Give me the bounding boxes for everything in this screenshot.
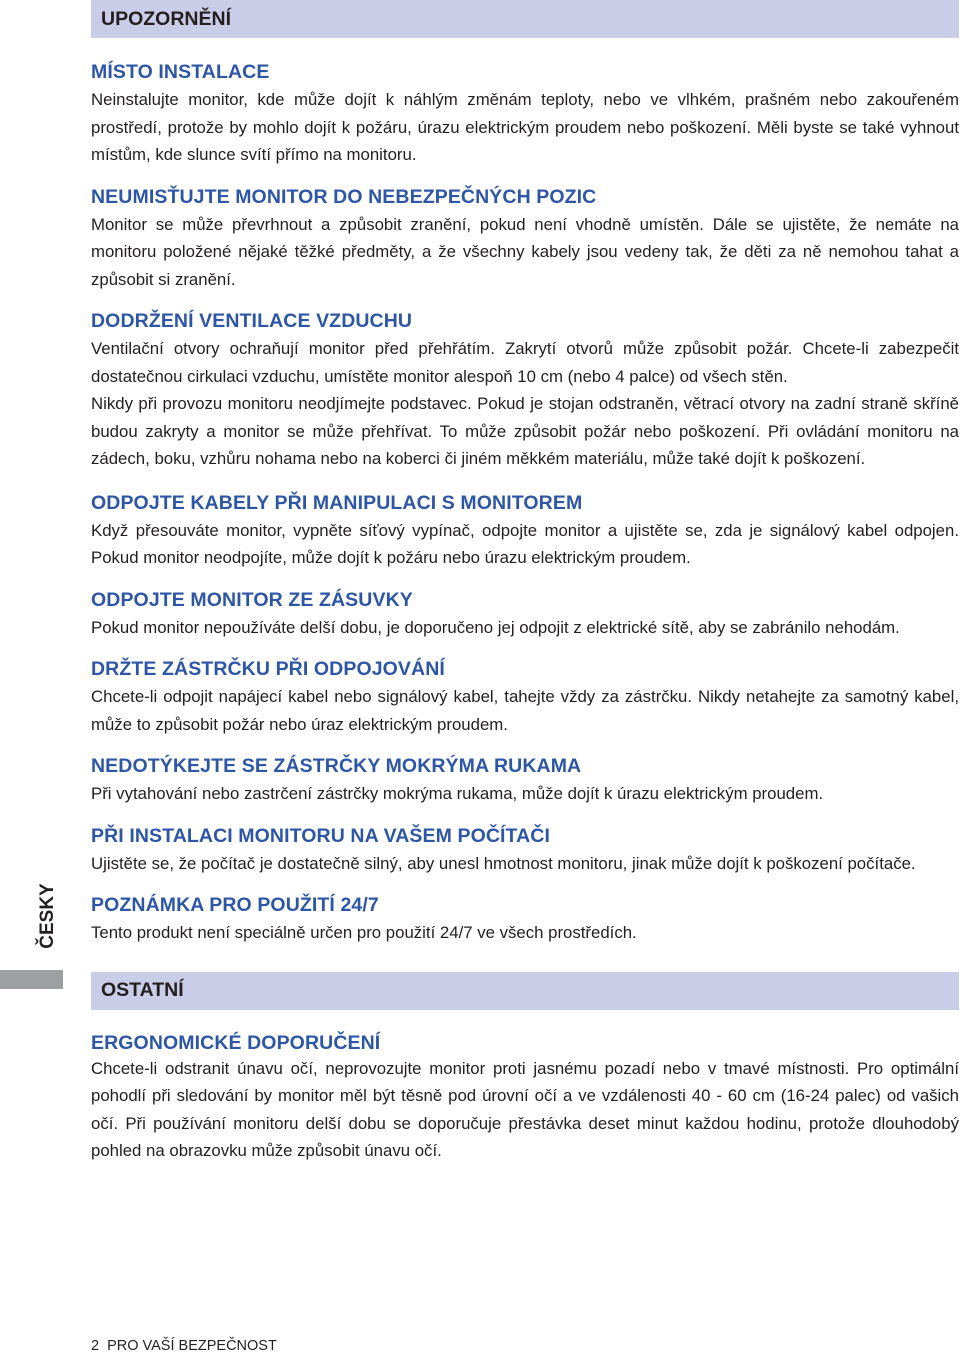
block-heading: PŘI INSTALACI MONITORU NA VAŠEM POČÍTAČI — [91, 824, 551, 847]
block-paragraph: Ujistěte se, že počítač je dostatečně silný, aby unesl hmotnost monitoru, jinak může dojít k poškození počítače. — [91, 853, 916, 873]
page-footer — [91, 1338, 277, 1354]
block-paragraph: Chcete-li odpojit napájecí kabel nebo signálový kabel, tahejte vždy za zástrčku. Nikdy netahejte za samotný kabel, může to způsobit požár nebo úraz elektrickým proudem. — [91, 687, 959, 734]
block-paragraph: Když přesouváte monitor, vypněte síťový vypínač, odpojte monitor a ujistěte se, zda je signálový kabel odpojen. Pokud monitor neodpojíte, může dojít k požáru nebo úrazu elektrickým proudem. — [91, 520, 959, 567]
warning-block-unplug-monitor — [91, 587, 959, 642]
section-header-warnings — [91, 0, 959, 38]
block-paragraph: Monitor se může převrhnout a způsobit zranění, pokud není vhodně umístěn. Dále se ujistěte, že nemáte na monitoru položené nějaké těžké předměty, a že všechny kabely jsou vedeny tak, že děti za ně nemohou tahat a způsobit si zranění. — [91, 214, 959, 289]
language-label: ČESKY — [37, 883, 58, 949]
warning-block-hold-plug — [91, 656, 959, 738]
block-heading: NEUMISŤUJTE MONITOR DO NEBEZPEČNÝCH POZIC — [91, 185, 597, 208]
block-heading: DRŽTE ZÁSTRČKU PŘI ODPOJOVÁNÍ — [91, 658, 445, 680]
block-heading: ERGONOMICKÉ DOPORUČENÍ — [91, 1031, 381, 1054]
page-number: 2 — [91, 1338, 100, 1354]
warning-block-wet-hands — [91, 753, 959, 808]
block-paragraph: Tento produkt není speciálně určen pro použití 24/7 ve všech prostředích. — [91, 923, 637, 942]
block-paragraph: Neinstalujte monitor, kde může dojít k náhlým změnám teploty, nebo ve vlhkém, prašném nebo zakouřeném prostředí, protože by mohlo dojít k požáru, úrazu elektrickým proudem nebo poškození. Měli byste se také vyhnout místům, kde slunce svítí přímo na monitoru. — [91, 90, 959, 164]
block-paragraph: Chcete-li odstranit únavu očí, neprovozujte monitor proti jasnému pozadí nebo v tmavé místnosti. Pro optimální pohodlí při sledování by monitor měl být těsně pod úrovní očí a ve vzdálenosti 40 - 60 cm (16-24 palec) od vašich očí. Při používání monitoru delší dobu se doporučuje přestávka deset minut každou hodinu, protože dlouhodobý pohled na obrazovku může způsobit únavu očí. — [91, 1058, 959, 1160]
block-paragraph: Nikdy při provozu monitoru neodjímejte podstavec. Pokud je stojan odstraněn, větrací otvory na zadní straně skříně budou zakryty a monitor se může přehřívat. To může způsobit požár nebo poškození. Při ovládání monitoru na zádech, boku, vzhůru nohama nebo na koberci či jiném měkkém materiálu, může také dojít k poškození. — [91, 394, 959, 468]
block-heading: ODPOJTE KABELY PŘI MANIPULACI S MONITOREM — [91, 491, 583, 514]
warning-block-ventilation — [91, 308, 959, 473]
block-heading: ODPOJTE MONITOR ZE ZÁSUVKY — [91, 588, 413, 611]
block-heading: NEDOTÝKEJTE SE ZÁSTRČKY MOKRÝMA RUKAMA — [91, 755, 582, 777]
language-side-tab — [0, 856, 63, 991]
block-heading: DODRŽENÍ VENTILACE VZDUCHU — [91, 310, 413, 332]
warning-block-24-7-note — [91, 892, 959, 947]
section-title: UPOZORNĚNÍ — [101, 7, 232, 30]
warning-block-disconnect-cables — [91, 490, 959, 572]
footer-label: PRO VAŠÍ BEZPEČNOST — [107, 1338, 277, 1354]
other-block-ergonomics — [91, 1030, 959, 1165]
block-paragraph: Při vytahování nebo zastrčení zástrčky mokrýma rukama, může dojít k úrazu elektrickým proudem. — [91, 784, 824, 803]
warning-block-computer-installation — [91, 823, 959, 878]
block-heading: POZNÁMKA PRO POUŽITÍ 24/7 — [91, 894, 379, 916]
page-content — [91, 0, 959, 1165]
block-paragraph: Ventilační otvory ochraňují monitor před přehřátím. Zakrytí otvorů může způsobit požár. Chcete-li zabezpečit dostatečnou cirkulaci vzduchu, umístěte monitor alespoň 10 cm (nebo 4 palce) od všech stěn. — [91, 339, 959, 386]
block-heading: MÍSTO INSTALACE — [91, 61, 270, 83]
warning-block-installation-location — [91, 59, 959, 169]
language-tab-bar — [0, 970, 63, 989]
warning-block-dangerous-positions — [91, 184, 959, 294]
block-paragraph: Pokud monitor nepoužíváte delší dobu, je doporučeno jej odpojit z elektrické sítě, aby se zabránilo nehodám. — [91, 617, 900, 637]
section-title: OSTATNÍ — [101, 979, 184, 1001]
section-header-other — [91, 972, 959, 1010]
